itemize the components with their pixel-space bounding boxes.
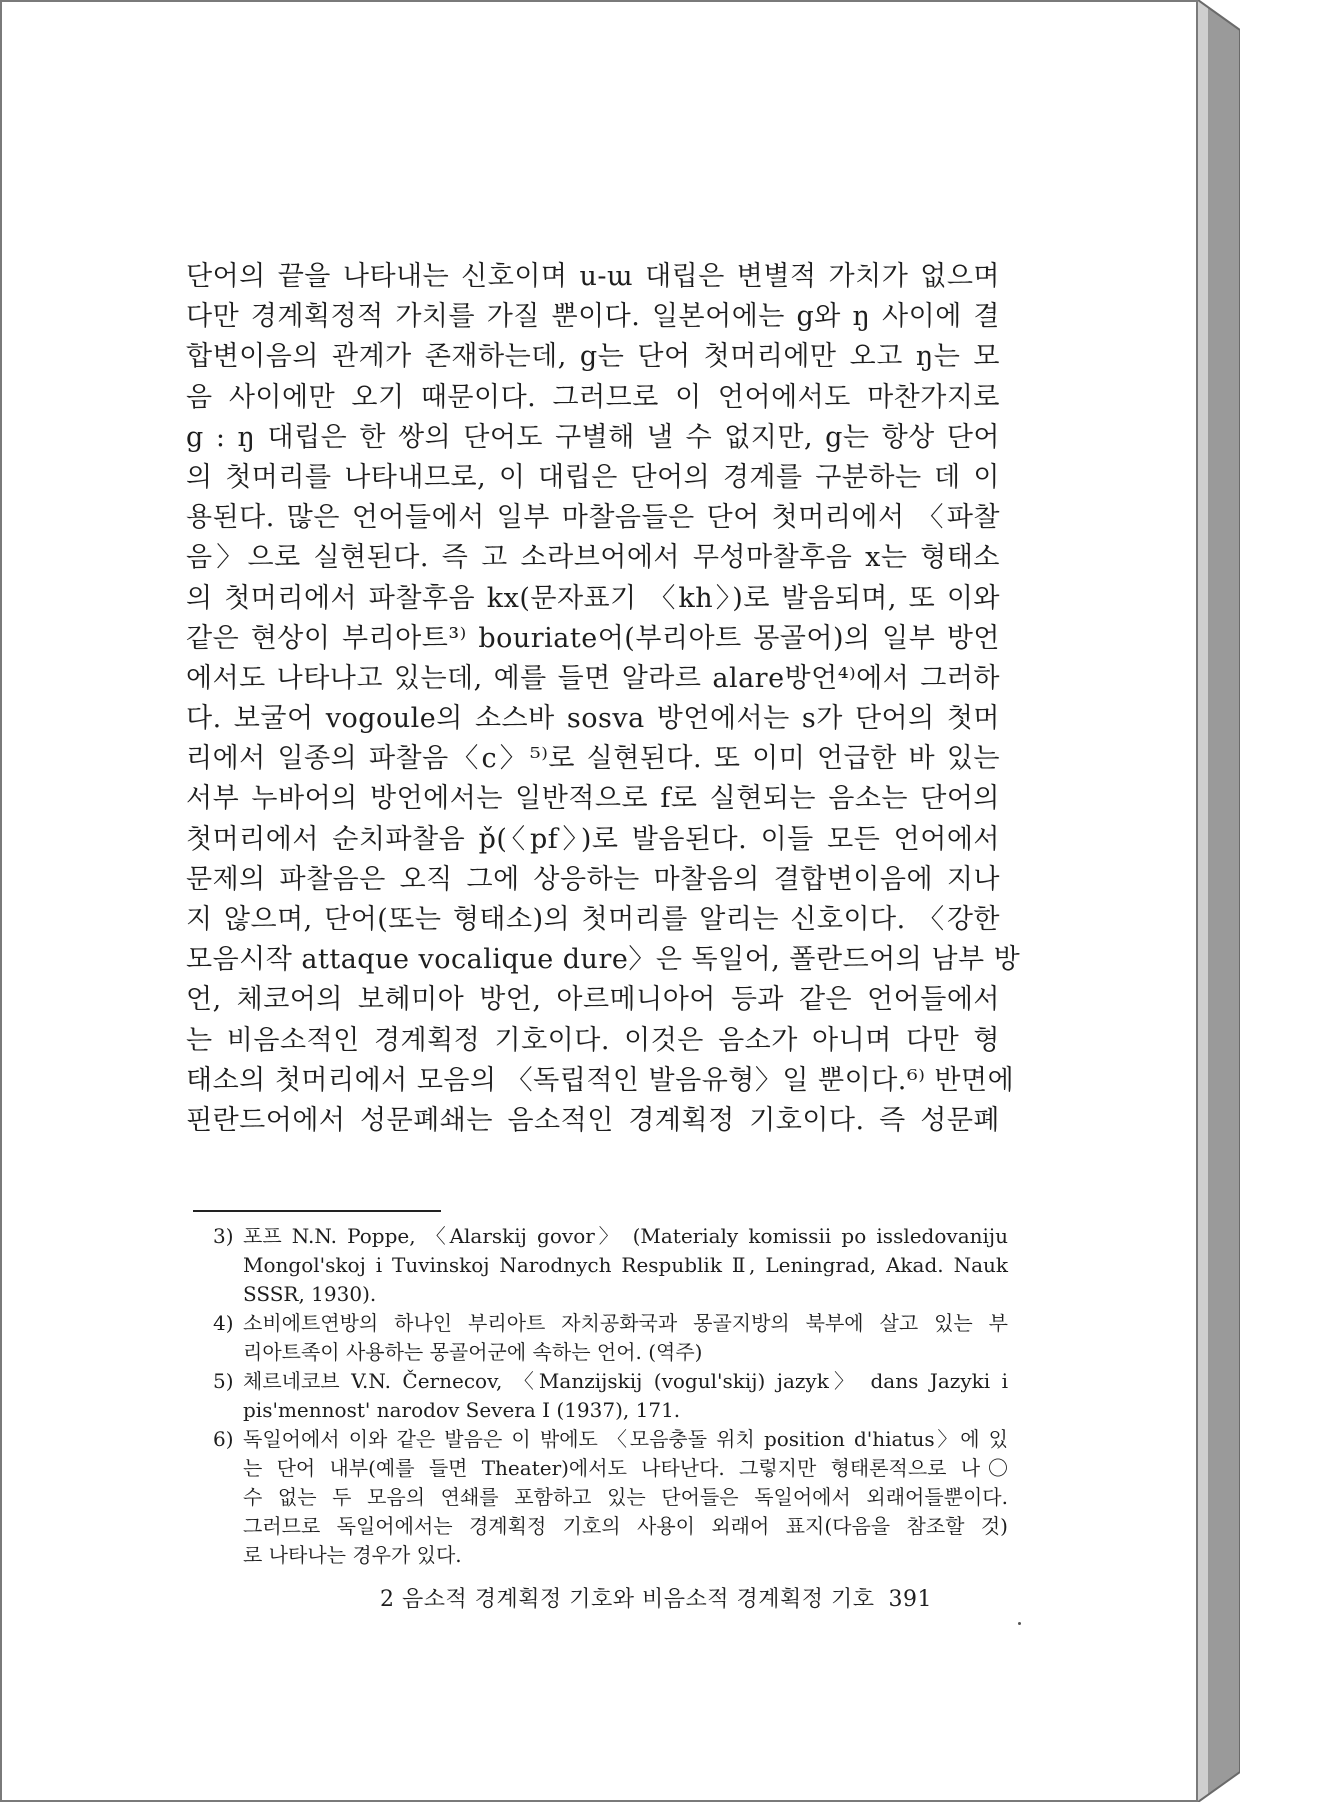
footnote-3 (213, 1222, 1008, 1309)
main-paragraph (186, 257, 1021, 1141)
body-line: 의 첫머리에서 파찰후음 kx(문자표기 〈kh〉)로 발음되며, 또 이와 (186, 582, 1000, 614)
footnote-line: 포프 N.N. Poppe, 〈Alarskij govor〉 (Materialy komissii po issledovaniju (243, 1224, 1008, 1248)
body-line: 태소의 첫머리에서 모음의 〈독립적인 발음유형〉일 뿐이다.⁶⁾ 반면에 (186, 1064, 1015, 1096)
body-line: 같은 현상이 부리아트³⁾ bouriate어(부리아트 몽골어)의 일부 방언 (186, 622, 1000, 654)
body-line: 언, 체코어의 보헤미아 방언, 아르메니아어 등과 같은 언어들에서 (186, 984, 1000, 1016)
footnote-line: 수 없는 두 모음의 연쇄를 포함하고 있는 단어들은 독일어에서 외래어들뿐이다. (243, 1485, 1008, 1509)
body-line: 합변이음의 관계가 존재하는데, g는 단어 첫머리에만 오고 ŋ는 모 (186, 341, 1000, 373)
body-line: 모음시작 attaque vocalique dure〉은 독일어, 폴란드어의 남부 방 (186, 944, 1021, 976)
body-line: 에서도 나타나고 있는데, 예를 들면 알라르 alare방언⁴⁾에서 그러하 (186, 662, 1000, 694)
body-line: 다만 경계획정적 가치를 가질 뿐이다. 일본어에는 g와 ŋ 사이에 결 (186, 301, 1000, 333)
body-line: 지 않으며, 단어(또는 형태소)의 첫머리를 알리는 신호이다. 〈강한 (186, 904, 1000, 935)
footnote-number: 4) (213, 1311, 234, 1335)
body-line: 리에서 일종의 파찰음〈c〉⁵⁾로 실현된다. 또 이미 언급한 바 있는 (186, 743, 1000, 775)
footnote-number: 6) (213, 1427, 234, 1451)
footnote-line: pis'mennost' narodov Severa Ⅰ (1937), 171. (243, 1398, 681, 1422)
footnote-6 (213, 1425, 1008, 1570)
footnote-separator (193, 1210, 441, 1212)
body-line: 음 사이에만 오기 때문이다. 그러므로 이 언어에서도 마찬가지로 (186, 381, 1000, 413)
footnotes (213, 1222, 1008, 1570)
body-line: 음〉으로 실현된다. 즉 고 소라브어에서 무성마찰후음 x는 형태소 (186, 542, 1000, 574)
body-line: 단어의 끝을 나타내는 신호이며 u-ɯ 대립은 변별적 가치가 없으며 (186, 261, 1000, 292)
footnote-number: 5) (213, 1369, 234, 1393)
footnote-line: 리아트족이 사용하는 몽골어군에 속하는 언어. (역주) (243, 1340, 703, 1364)
page-footer (380, 1582, 980, 1613)
footnote-line: 는 단어 내부(예를 들면 Theater)에서도 나타난다. 그렇지만 형태론적으로 나〇 (243, 1456, 1008, 1480)
body-line: 다. 보굴어 vogoule의 소스바 sosva 방언에서는 s가 단어의 첫머 (186, 703, 1000, 735)
footnote-number: 3) (213, 1224, 234, 1248)
body-line: g : ŋ 대립은 한 쌍의 단어도 구별해 낼 수 없지만, g는 항상 단어 (186, 421, 1000, 453)
body-line: 의 첫머리를 나타내므로, 이 대립은 단어의 경계를 구분하는 데 이 (186, 461, 1000, 493)
footnote-line: 소비에트연방의 하나인 부리아트 자치공화국과 몽골지방의 북부에 살고 있는 부 (243, 1311, 1008, 1335)
body-line: 서부 누바어의 방언에서는 일반적으로 f로 실현되는 음소는 단어의 (186, 783, 1000, 815)
footnote-line: 로 나타나는 경우가 있다. (243, 1543, 462, 1567)
body-line: 첫머리에서 순치파찰음 p̌(〈pf〉)로 발음된다. 이들 모든 언어에서 (186, 823, 1000, 855)
footnote-line: Mongol'skoj i Tuvinskoj Narodnych Respublik Ⅱ, Leningrad, Akad. Nauk (243, 1253, 1008, 1277)
footnote-line: 독일어에서 이와 같은 발음은 이 밖에도 〈모음충돌 위치 position d'hiatus〉에 있 (243, 1427, 1008, 1451)
page-stack-edge (1198, 0, 1240, 1802)
body-line: 문제의 파찰음은 오직 그에 상응하는 마찰음의 결합변이음에 지나 (186, 863, 1000, 895)
footnote-4 (213, 1309, 1008, 1367)
page-number: 391 (888, 1587, 932, 1612)
scan-speck (1018, 1622, 1021, 1625)
footnote-5 (213, 1367, 1008, 1425)
footnote-line: 체르네코브 V.N. Černecov, 〈Manzijskij (vogul'skij) jazyk〉 dans Jazyki i (243, 1369, 1008, 1393)
body-line: 는 비음소적인 경계획정 기호이다. 이것은 음소가 아니며 다만 형 (186, 1024, 1000, 1056)
footnote-line: SSSR, 1930). (243, 1282, 377, 1306)
footnote-line: 그러므로 독일어에서는 경계획정 기호의 사용이 외래어 표지(다음을 참조할 것) (243, 1514, 1008, 1538)
body-line: 핀란드어에서 성문폐쇄는 음소적인 경계획정 기호이다. 즉 성문폐 (186, 1104, 1000, 1136)
body-line: 용된다. 많은 언어들에서 일부 마찰음들은 단어 첫머리에서 〈파찰 (186, 502, 1000, 534)
running-title: 2 음소적 경계획정 기호와 비음소적 경계획정 기호 (380, 1587, 875, 1612)
